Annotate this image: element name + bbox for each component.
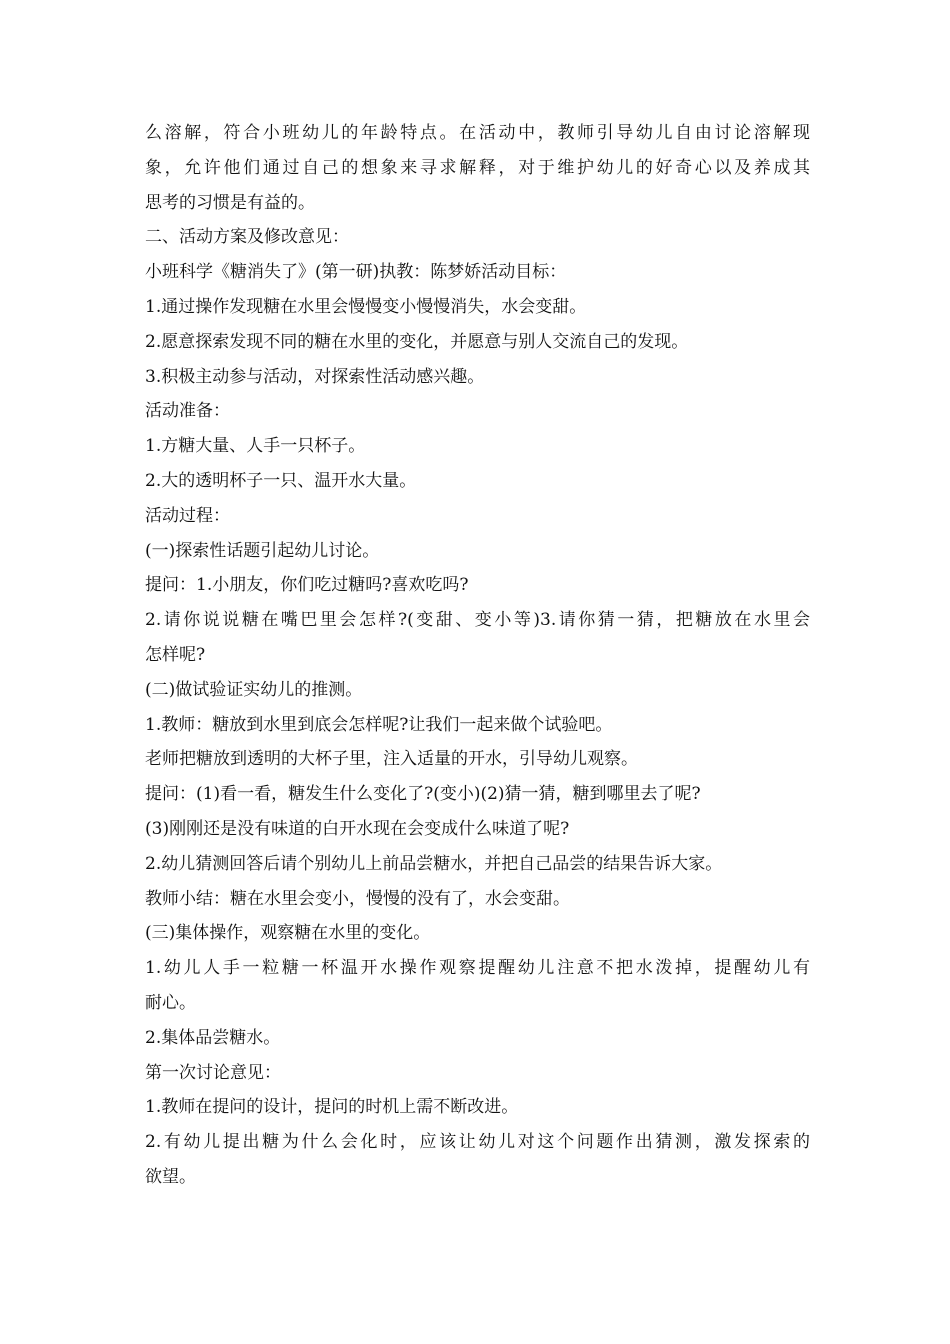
text-line: 1.教师：糖放到水里到底会怎样呢?让我们一起来做个试验吧。 [145, 714, 613, 735]
text-line: 2.大的透明杯子一只、温开水大量。 [145, 470, 417, 491]
text-line: 2.请你说说糖在嘴巴里会怎样?(变甜、变小等)3.请你猜一猜，把糖放在水里会 [145, 610, 810, 631]
text-line: 么溶解，符合小班幼儿的年龄特点。在活动中，教师引导幼儿自由讨论溶解现 [145, 123, 810, 143]
text-line: (二)做试验证实幼儿的推测。 [145, 679, 363, 700]
text-line: 1.教师在提问的设计，提问的时机上需不断改进。 [145, 1097, 519, 1118]
text-line: 2.有幼儿提出糖为什么会化时，应该让幼儿对这个问题作出猜测，激发探索的 [145, 1132, 810, 1153]
text-line: 活动过程： [145, 505, 230, 526]
text-line: 3.积极主动参与活动，对探索性活动感兴趣。 [145, 366, 485, 387]
text-line: 2.幼儿猜测回答后请个别幼儿上前品尝糖水，并把自己品尝的结果告诉大家。 [145, 853, 723, 874]
text-line: 耐心。 [145, 992, 196, 1013]
text-line: 欲望。 [145, 1166, 196, 1187]
text-line: (三)集体操作，观察糖在水里的变化。 [145, 923, 431, 944]
text-line: 思考的习惯是有益的。 [145, 192, 315, 213]
text-line: 1.方糖大量、人手一只杯子。 [145, 436, 366, 457]
text-line: 2.愿意探索发现不同的糖在水里的变化，并愿意与别人交流自己的发现。 [145, 331, 689, 352]
text-line: 活动准备： [145, 401, 230, 422]
document-body [145, 116, 810, 1195]
text-line: 第一次讨论意见： [145, 1062, 281, 1083]
text-line: 1.幼儿人手一粒糖一杯温开水操作观察提醒幼儿注意不把水泼掉，提醒幼儿有 [145, 958, 810, 979]
text-line: 1.通过操作发现糖在水里会慢慢变小慢慢消失，水会变甜。 [145, 296, 587, 317]
text-line: 提问：(1)看一看，糖发生什么变化了?(变小)(2)猜一猜，糖到哪里去了呢? [145, 784, 701, 805]
text-line: 老师把糖放到透明的大杯子里，注入适量的开水，引导幼儿观察。 [145, 749, 638, 770]
text-line: 教师小结：糖在水里会变小，慢慢的没有了，水会变甜。 [145, 888, 570, 909]
text-line: (3)刚刚还是没有味道的白开水现在会变成什么味道了呢? [145, 818, 570, 839]
text-line: 怎样呢? [145, 644, 206, 665]
text-line: 小班科学《糖消失了》(第一研)执教：陈梦娇活动目标： [145, 262, 567, 283]
text-line: (一)探索性话题引起幼儿讨论。 [145, 540, 380, 561]
text-line: 2.集体品尝糖水。 [145, 1027, 281, 1048]
text-line: 二、活动方案及修改意见： [145, 227, 349, 248]
text-line: 提问：1.小朋友，你们吃过糖吗?喜欢吃吗? [145, 575, 469, 596]
text-line: 象，允许他们通过自己的想象来寻求解释，对于维护幼儿的好奇心以及养成其 [145, 157, 810, 178]
